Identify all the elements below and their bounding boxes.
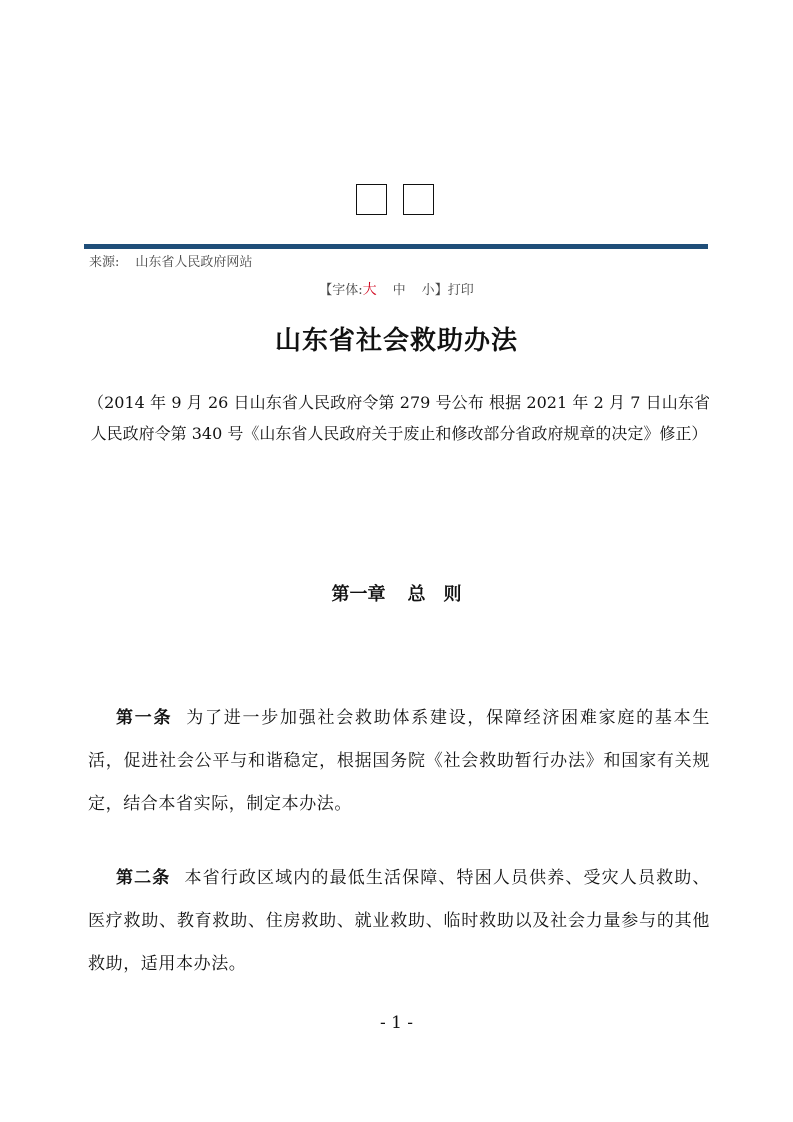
page-number: - 1 - bbox=[379, 1013, 414, 1033]
font-small-link[interactable]: 小 bbox=[421, 283, 435, 298]
chapter-name: 总 则 bbox=[407, 584, 462, 605]
font-medium-link[interactable]: 中 bbox=[392, 283, 406, 298]
source-label: 来源: bbox=[89, 255, 120, 270]
chapter-number: 第一章 bbox=[331, 584, 386, 605]
missing-glyph-box bbox=[356, 184, 387, 215]
missing-glyph-boxes bbox=[356, 184, 434, 216]
article-text: 为了进一步加强社会救助体系建设，保障经济困难家庭的基本生活，促进社会公平与和谐稳定，根据国务院《社会救助暂行办法》和国家有关规定，结合本省实际，制定本办法。 bbox=[88, 708, 710, 814]
source-line bbox=[89, 251, 252, 270]
font-size-prefix: 【字体: bbox=[319, 283, 363, 298]
document-subtitle: （2014 年 9 月 26 日山东省人民政府令第 279 号公布 根据 2021 年 2 月 7 日山东省人民政府令第 340 号《山东省人民政府关于废止和修改部分省政府规章的决定》修正） bbox=[88, 393, 710, 443]
article-1 bbox=[88, 697, 710, 826]
article-text: 本省行政区域内的最低生活保障、特困人员供养、受灾人员救助、医疗救助、教育救助、住房救助、就业救助、临时救助以及社会力量参与的其他救助，适用本办法。 bbox=[88, 868, 710, 974]
font-large-link[interactable]: 大 bbox=[362, 282, 377, 298]
header-rule bbox=[84, 244, 708, 249]
font-size-suffix: 】 bbox=[434, 283, 448, 298]
missing-glyph-box bbox=[403, 184, 434, 215]
font-size-selector bbox=[0, 279, 793, 299]
chapter-heading bbox=[0, 580, 793, 606]
print-link[interactable]: 打印 bbox=[447, 283, 474, 298]
article-number: 第一条 bbox=[116, 708, 173, 728]
document-title: 山东省社会救助办法 bbox=[274, 326, 518, 356]
article-number: 第二条 bbox=[116, 868, 171, 888]
article-2 bbox=[88, 857, 710, 986]
source-value: 山东省人民政府网站 bbox=[135, 255, 253, 270]
